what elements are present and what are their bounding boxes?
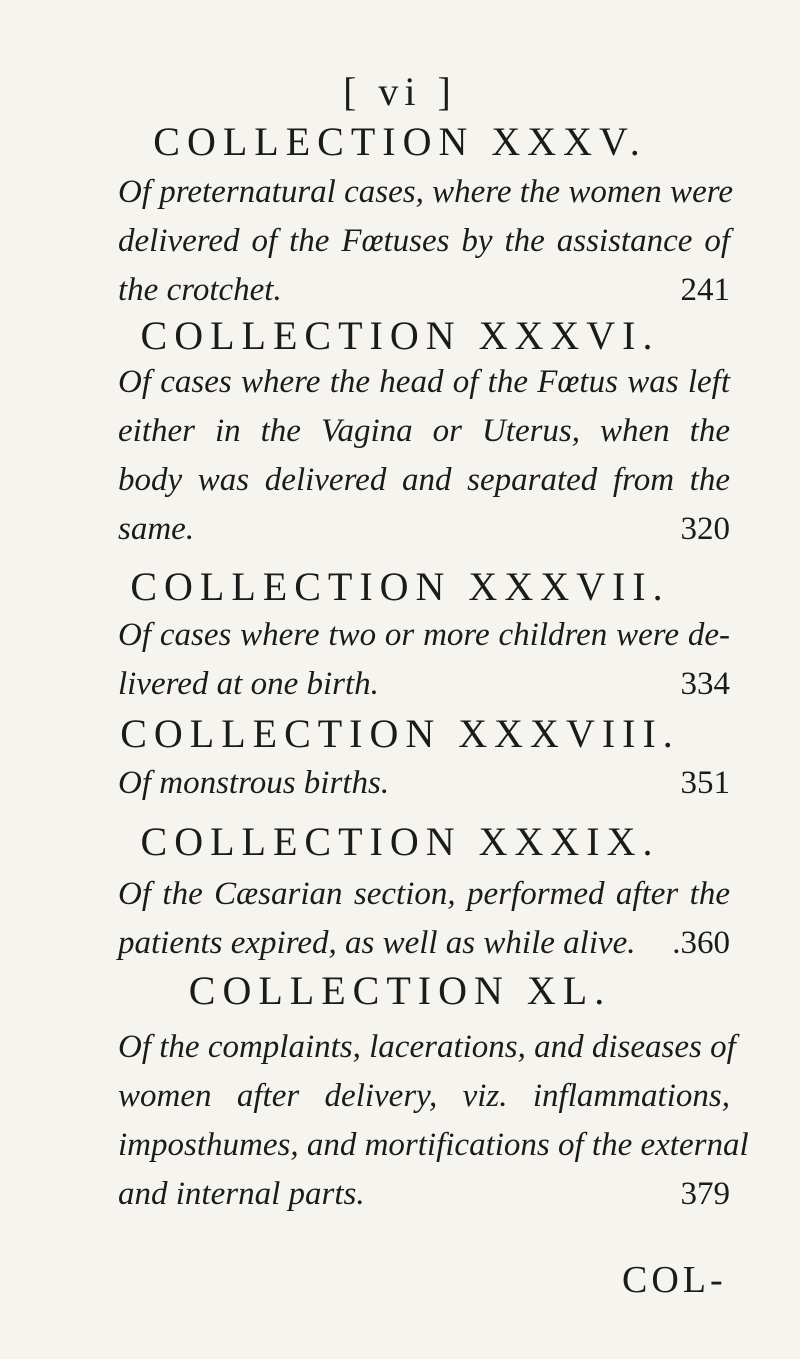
collection-heading-40: COLLECTION XL. <box>188 968 612 1013</box>
collection-entry-36 <box>118 358 730 554</box>
entry-text: and internal parts. <box>118 1176 365 1212</box>
entry-line: either in the Vagina or Uterus, when the <box>118 413 730 449</box>
collection-heading-36: COLLECTION XXXVI. <box>140 313 660 358</box>
page-number: [ vi ] <box>343 69 457 114</box>
page-reference: 320 <box>680 511 730 547</box>
page-reference: .360 <box>672 925 730 961</box>
collection-entry-40 <box>118 1023 749 1219</box>
page-reference: 379 <box>680 1176 730 1212</box>
entry-line-last <box>118 266 730 315</box>
entry-text: livered at one birth. <box>118 666 379 702</box>
entry-line-last <box>118 505 730 554</box>
entry-line: Of cases where two or more children were de- <box>118 617 730 653</box>
entry-line-last <box>118 759 730 808</box>
entry-line: imposthumes, and mortifications of the external <box>118 1127 749 1163</box>
collection-entry-39 <box>118 870 730 968</box>
catchword: COL- <box>622 1259 727 1301</box>
entry-line: Of cases where the head of the Fœtus was left <box>118 364 730 400</box>
page-reference: 241 <box>680 272 730 308</box>
collection-heading-35: COLLECTION XXXV. <box>153 119 647 164</box>
entry-line: delivered of the Fœtuses by the assistance of <box>118 223 730 259</box>
entry-text: the crotchet. <box>118 272 282 308</box>
collection-heading-39: COLLECTION XXXIX. <box>140 819 660 864</box>
entry-line-last <box>118 919 730 968</box>
entry-line: body was delivered and separated from the <box>118 462 730 498</box>
entry-line: Of the Cæsarian section, performed after the <box>118 876 730 912</box>
page-reference: 351 <box>680 765 730 801</box>
entry-line: Of the complaints, lacerations, and diseases of <box>118 1029 736 1065</box>
collection-heading-37: COLLECTION XXXVII. <box>130 564 670 609</box>
entry-text: same. <box>118 511 195 547</box>
collection-entry-38 <box>118 759 730 808</box>
page-reference: 334 <box>680 666 730 702</box>
collection-entry-35 <box>118 168 733 315</box>
entry-text: Of monstrous births. <box>118 765 390 801</box>
entry-line: women after delivery, viz. inflammations, <box>118 1078 730 1114</box>
entry-line-last <box>118 1170 730 1219</box>
entry-line: Of preternatural cases, where the women were <box>118 174 733 210</box>
entry-text: patients expired, as well as while alive. <box>118 925 636 961</box>
collection-entry-37 <box>118 611 730 709</box>
collection-heading-38: COLLECTION XXXVIII. <box>120 711 680 756</box>
entry-line-last <box>118 660 730 709</box>
